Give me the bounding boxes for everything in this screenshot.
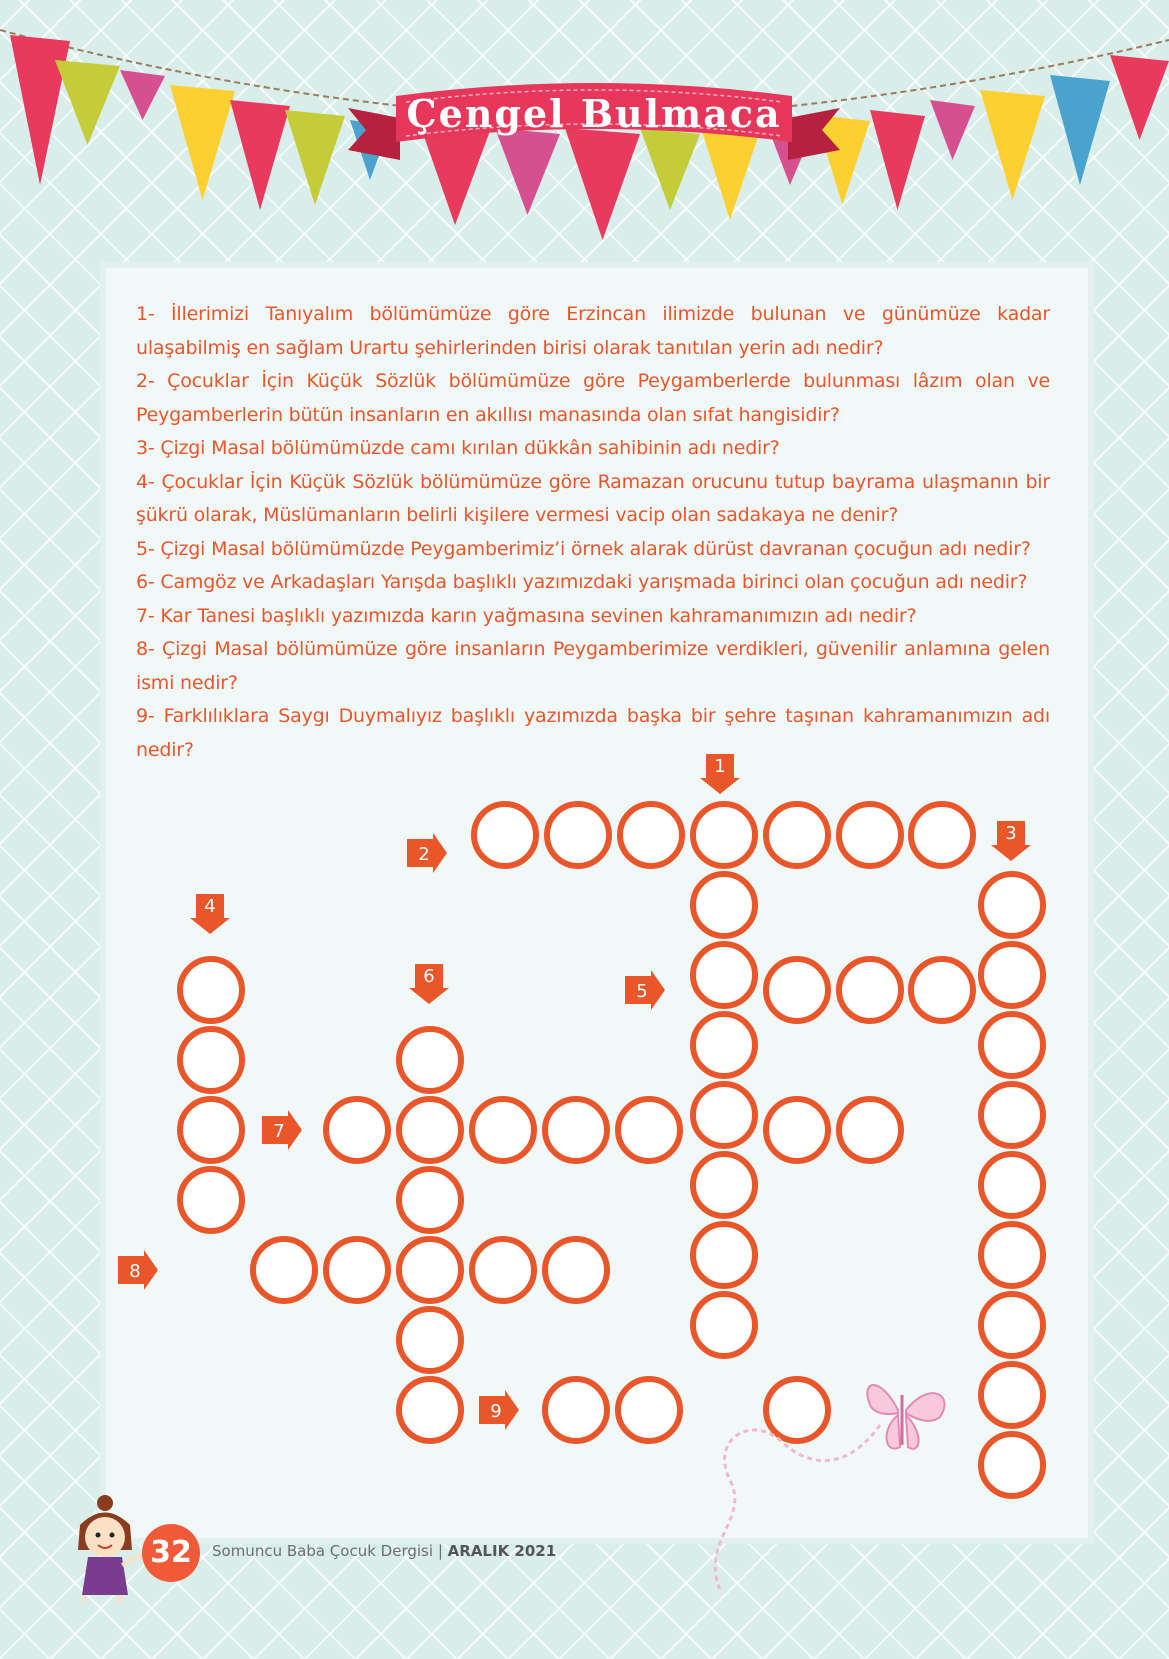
crossword-cell[interactable]	[981, 944, 1043, 1006]
clue-marker-2	[407, 833, 447, 873]
question-3: 3- Çizgi Masal bölümümüzde camı kırılan dükkân sahibinin adı nedir?	[136, 437, 780, 459]
clue-marker-7	[262, 1110, 302, 1150]
question-5: 5- Çizgi Masal bölümümüzde Peygamberimiz’i örnek alarak dürüst davranan çocuğun adı nedir?	[136, 537, 1031, 560]
crossword-cell[interactable]	[693, 874, 755, 936]
crossword-cell[interactable]	[545, 1099, 607, 1161]
crossword-cell[interactable]	[618, 1379, 680, 1441]
crossword-cell[interactable]	[472, 1099, 534, 1161]
crossword-cell[interactable]	[180, 1169, 242, 1231]
page-title: Çengel Bulmaca	[406, 91, 782, 136]
issue-date: ARALIK 2021	[447, 1542, 557, 1560]
crossword-cell[interactable]	[399, 1379, 461, 1441]
crossword-cell[interactable]	[766, 959, 828, 1021]
crossword-cell[interactable]	[911, 959, 973, 1021]
crossword-cell[interactable]	[693, 1154, 755, 1216]
question-4: 4- Çocuklar İçin Küçük Sözlük bölümümüze göre Ramazan orucunu tutup bayrama ulaşmanın bir şükrü olarak, Müslümanların belirli kişilere vermesi vacip olan sadakaya ne denir?	[136, 470, 1050, 526]
question-7: 7- Kar Tanesi başlıklı yazımızda karın yağmasına sevinen kahramanımızın adı nedir?	[136, 604, 917, 627]
crossword-cell[interactable]	[180, 959, 242, 1021]
clue-number: 4	[204, 896, 216, 917]
crossword-cell[interactable]	[399, 1309, 461, 1371]
crossword-cell[interactable]	[399, 1029, 461, 1091]
crossword-cell[interactable]	[981, 874, 1043, 936]
crossword-cell[interactable]	[981, 1224, 1043, 1286]
clue-number: 6	[423, 966, 435, 987]
clue-marker-6	[409, 964, 449, 1004]
footer-separator: |	[437, 1542, 443, 1560]
crossword-cell[interactable]	[399, 1239, 461, 1301]
question-6: 6- Camgöz ve Arkadaşları Yarışda başlıklı yazımızdaki yarışmada birinci olan çocuğun adı nedir?	[136, 571, 1028, 593]
crossword-cell[interactable]	[981, 1084, 1043, 1146]
footer	[212, 1542, 556, 1560]
crossword-cell[interactable]	[839, 959, 901, 1021]
clue-number: 8	[129, 1261, 141, 1282]
clue-number: 5	[636, 981, 648, 1002]
crossword-cell[interactable]	[618, 1099, 680, 1161]
crossword-cell[interactable]	[474, 804, 536, 866]
crossword-cell[interactable]	[326, 1099, 388, 1161]
crossword-cell[interactable]	[253, 1239, 315, 1301]
clue-marker-8	[118, 1250, 158, 1290]
crossword-cell[interactable]	[547, 804, 609, 866]
crossword-cell[interactable]	[545, 1239, 607, 1301]
page-number: 32	[142, 1524, 200, 1582]
clue-number: 7	[273, 1121, 285, 1142]
crossword-cell[interactable]	[620, 804, 682, 866]
clue-marker-9	[479, 1390, 519, 1430]
clue-number: 1	[714, 756, 726, 777]
crossword-cell[interactable]	[911, 804, 973, 866]
crossword-cell[interactable]	[693, 944, 755, 1006]
clue-marker-3	[991, 821, 1031, 861]
crossword-cell[interactable]	[326, 1239, 388, 1301]
crossword-cell[interactable]	[693, 1294, 755, 1356]
question-1: 1- İllerimizi Tanıyalım bölümümüze göre Erzincan ilimizde bulunan ve günümüze kadar ulaşabilmiş en sağlam Urartu şehirlerinden birisi olarak tanıtılan yerin adı nedir?	[136, 303, 1050, 359]
clue-marker-4	[190, 894, 230, 934]
butterfly-trail	[690, 1420, 890, 1600]
question-8: 8- Çizgi Masal bölümümüze göre insanların Peygamberimize verdikleri, güvenilir anlamına gelen ismi nedir?	[136, 638, 1050, 694]
crossword-cell[interactable]	[693, 1014, 755, 1076]
crossword-cell[interactable]	[839, 804, 901, 866]
clue-marker-5	[625, 970, 665, 1010]
crossword-cell[interactable]	[766, 804, 828, 866]
crossword-cell[interactable]	[693, 1084, 755, 1146]
crossword-cell[interactable]	[981, 1154, 1043, 1216]
crossword-cell[interactable]	[693, 804, 755, 866]
crossword-cell[interactable]	[766, 1099, 828, 1161]
crossword-cell[interactable]	[180, 1029, 242, 1091]
crossword-cell[interactable]	[839, 1099, 901, 1161]
crossword-cell[interactable]	[399, 1169, 461, 1231]
crossword-cell[interactable]	[399, 1099, 461, 1161]
crossword-cell[interactable]	[180, 1099, 242, 1161]
clue-number: 9	[490, 1401, 502, 1422]
clue-number: 2	[418, 844, 430, 865]
crossword-cell[interactable]	[545, 1379, 607, 1441]
question-9: 9- Farklılıklara Saygı Duymalıyız başlıklı yazımızda başka bir şehre taşınan kahramanımızın adı nedir?	[136, 705, 1050, 761]
clue-number: 3	[1005, 823, 1017, 844]
crossword-cell[interactable]	[981, 1294, 1043, 1356]
question-2: 2- Çocuklar İçin Küçük Sözlük bölümümüze göre Peygamberlerde bulunması lâzım olan ve Peygamberlerin bütün insanların en akıllısı manasında olan sıfat hangisidir?	[136, 370, 1050, 426]
clue-marker-1	[700, 754, 740, 794]
crossword-cell[interactable]	[472, 1239, 534, 1301]
magazine-name: Somuncu Baba Çocuk Dergisi	[212, 1542, 434, 1560]
crossword-cell[interactable]	[981, 1364, 1043, 1426]
crossword-cell[interactable]	[981, 1014, 1043, 1076]
crossword-cell[interactable]	[693, 1224, 755, 1286]
crossword-cell[interactable]	[981, 1434, 1043, 1496]
